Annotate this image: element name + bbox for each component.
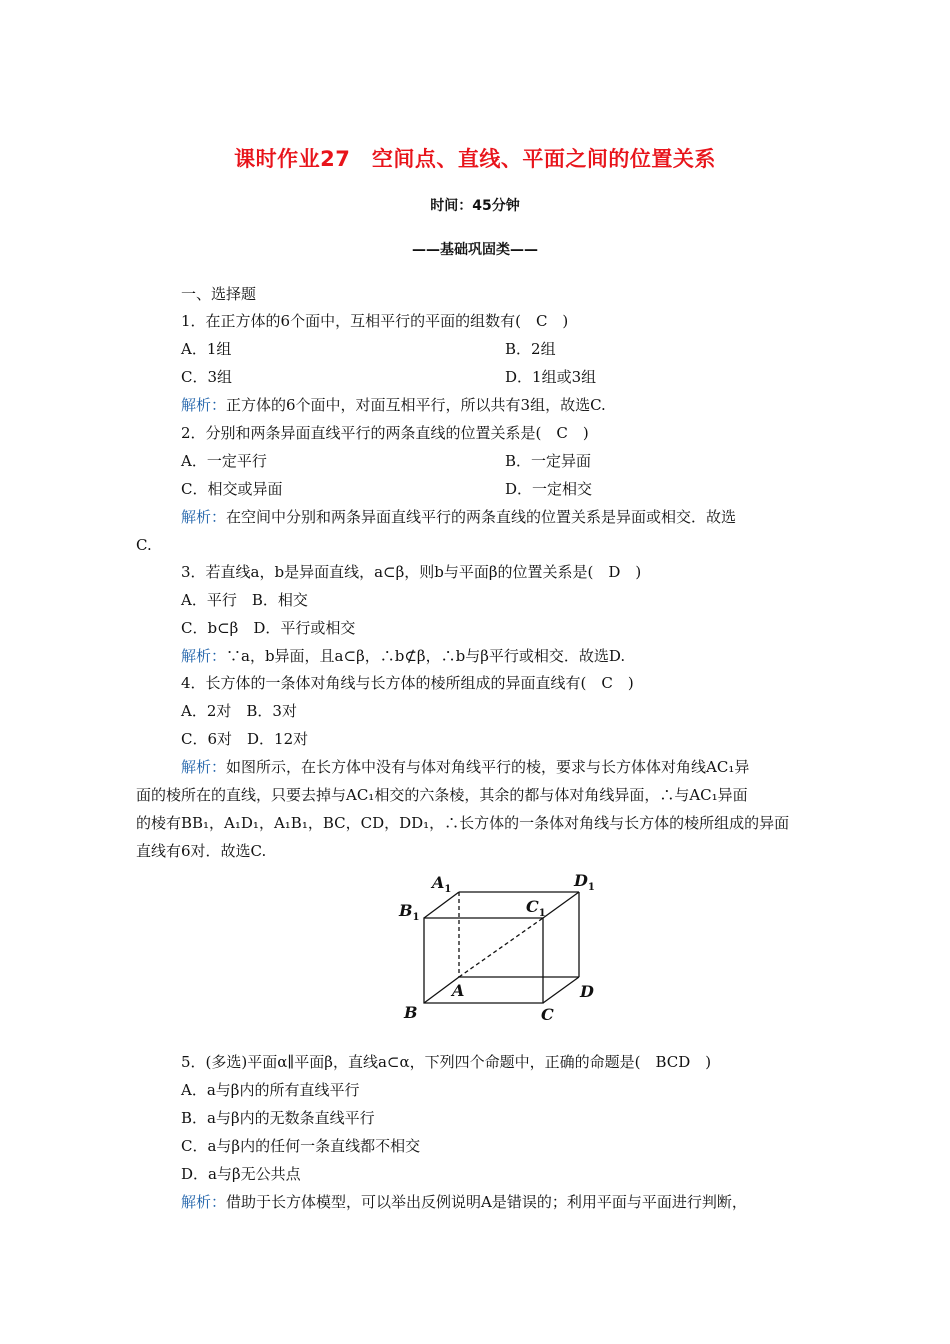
q3-options-cd: C．b⊂β D．平行或相交 (181, 619, 356, 637)
q5-option-d: D．a与β无公共点 (181, 1165, 301, 1183)
q5-option-a: A．a与β内的所有直线平行 (181, 1081, 360, 1099)
solution-label: 解析： (181, 758, 227, 776)
q4-solution-line2: 面的棱所在的直线，只要去掉与AC₁相交的六条棱，其余的都与体对角线异面，∴与AC₁异面 (136, 786, 748, 804)
q5-option-c: C．a与β内的任何一条直线都不相交 (181, 1137, 421, 1155)
q2-option-d: D．一定相交 (505, 480, 593, 498)
solution-label: 解析： (181, 647, 227, 665)
q5-option-b: B．a与β内的无数条直线平行 (181, 1109, 375, 1127)
label-a: A (452, 981, 465, 1000)
solution-text: ∵a，b异面，且a⊂β，∴b⊄β，∴b与β平行或相交．故选D. (226, 647, 626, 665)
cuboid-figure (398, 870, 608, 1030)
label-b: B (404, 1003, 418, 1022)
q4-stem: 4．长方体的一条体对角线与长方体的棱所组成的异面直线有( C ) (181, 674, 634, 692)
label-d1: $D_1$ (574, 871, 595, 893)
q3-stem: 3．若直线a，b是异面直线，a⊂β，则b与平面β的位置关系是( D ) (181, 563, 642, 581)
solution-text: 正方体的6个面中，对面互相平行，所以共有3组，故选C. (226, 396, 606, 414)
solution-text: 在空间中分别和两条异面直线平行的两条直线的位置关系是异面或相交．故选 (226, 508, 737, 526)
solution-label: 解析： (181, 396, 227, 414)
solution-label: 解析： (181, 508, 227, 526)
q4-solution-line4: 直线有6对．故选C. (136, 842, 267, 860)
part-heading: 一、选择题 (181, 285, 257, 303)
solution-text: 如图所示，在长方体中没有与体对角线平行的棱，要求与长方体体对角线AC₁异 (226, 758, 750, 776)
q1-stem: 1．在正方体的6个面中，互相平行的平面的组数有( C ) (181, 312, 569, 330)
q2-option-b: B．一定异面 (505, 452, 592, 470)
label-b1: $B_1$ (399, 901, 420, 923)
q4-solution-line3: 的棱有BB₁，A₁D₁，A₁B₁，BC，CD，DD₁，∴长方体的一条体对角线与长方体的棱所组成的异面 (136, 814, 790, 832)
label-c: C (541, 1005, 554, 1024)
q5-solution (181, 1192, 747, 1212)
solution-label: 解析： (181, 1193, 227, 1211)
edge-b1a1 (424, 892, 459, 918)
q1-option-b: B．2组 (505, 340, 556, 358)
q2-solution (181, 507, 736, 527)
label-c1: $C_1$ (526, 897, 546, 919)
q3-solution (181, 646, 625, 666)
q4-solution (181, 757, 749, 777)
q1-solution (181, 395, 606, 415)
q2-solution-cont: C. (136, 536, 152, 554)
section-heading: ——基础巩固类—— (412, 242, 538, 258)
edge-cd (543, 977, 579, 1003)
solution-text: 借助于长方体模型，可以举出反例说明A是错误的；利用平面与平面进行判断， (226, 1193, 747, 1211)
edge-c1d1 (543, 892, 579, 918)
q2-option-a: A．一定平行 (181, 452, 267, 470)
diagonal-ac1 (459, 918, 543, 977)
time-limit: 时间：45分钟 (430, 198, 520, 214)
q2-stem: 2．分别和两条异面直线平行的两条直线的位置关系是( C ) (181, 424, 589, 442)
q4-options-cd: C．6对 D．12对 (181, 730, 309, 748)
q1-option-c: C．3组 (181, 368, 233, 386)
q4-options-ab: A．2对 B．3对 (181, 702, 297, 720)
q1-option-a: A．1组 (181, 340, 232, 358)
label-d: D (580, 982, 594, 1001)
page-title: 课时作业27 空间点、直线、平面之间的位置关系 (234, 147, 716, 171)
label-a1: $A_1$ (432, 873, 452, 895)
q1-option-d: D．1组或3组 (505, 368, 597, 386)
q5-stem: 5．(多选)平面α∥平面β，直线a⊂α，下列四个命题中，正确的命题是( BCD ) (181, 1053, 712, 1071)
q2-option-c: C．相交或异面 (181, 480, 283, 498)
q3-options-ab: A．平行 B．相交 (181, 591, 308, 609)
